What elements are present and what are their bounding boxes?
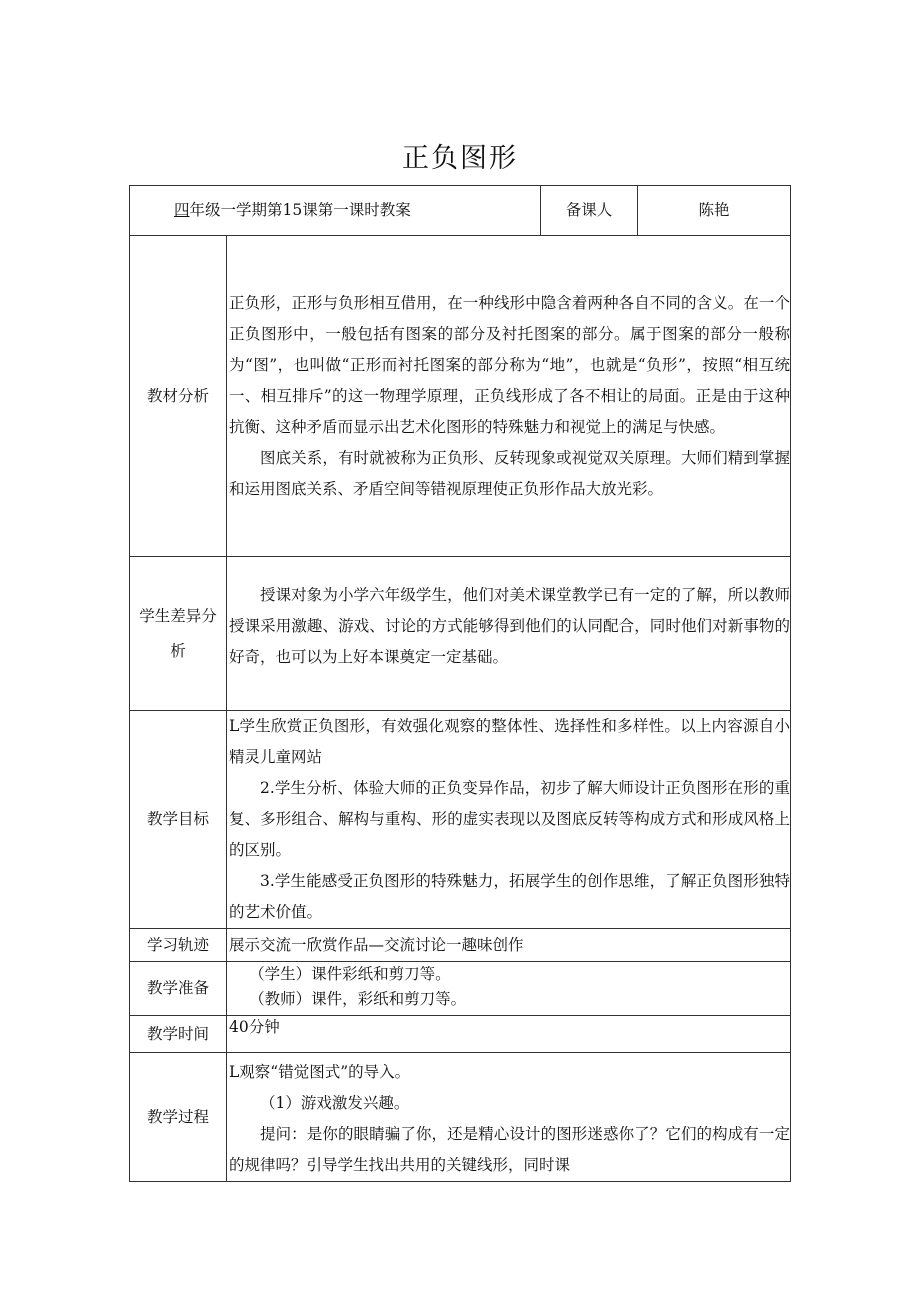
teaching-process-step-2: （1）游戏激发兴趣。 bbox=[260, 1094, 410, 1112]
teaching-prep-teacher: （教师）课件，彩纸和剪刀等。 bbox=[249, 990, 467, 1008]
teaching-goal-1: L学生欣赏正负图形，有效强化观察的整体性、选择性和多样性。以上内容源自小精灵儿童网站 bbox=[229, 717, 790, 766]
lesson-plan-table bbox=[129, 185, 791, 1182]
page-title: 正负图形 bbox=[402, 143, 518, 174]
teaching-prep-students: （学生）课件彩纸和剪刀等。 bbox=[249, 965, 451, 983]
student-analysis-row bbox=[130, 557, 791, 711]
teaching-process-label: 教学过程 bbox=[130, 1053, 227, 1182]
teaching-goals-label: 教学目标 bbox=[130, 711, 227, 929]
teaching-goal-2: 2.学生分析、体验大师的正负变异作品，初步了解大师设计正负图形在形的重复、多形组合、解构与重构、形的虚实表现以及图底反转等构成方式和形成风格上的区别。 bbox=[229, 779, 790, 859]
material-analysis-paragraph-1: 正负形，正形与负形相互借用，在一种线形中隐含着两种各自不同的含义。在一个正负图形中，一般包括有图案的部分及衬托图案的部分。属于图案的部分一般称为“图”，也叫做“正形而衬托图案的部分称为“地”，也就是“负形”，按照“相互统一、相互排斥”的这一物理学原理，正负线形成了各不相让的局面。正是由于这种抗衡、这种矛盾而显示出艺术化图形的特殊魅力和视觉上的满足与快感。 bbox=[229, 294, 790, 436]
teaching-time-label: 教学时间 bbox=[130, 1016, 227, 1053]
lesson-title-cell bbox=[130, 186, 541, 236]
teaching-time-content: 40分钟 bbox=[227, 1016, 791, 1053]
student-analysis-label: 学生差异分析 bbox=[130, 557, 227, 711]
material-analysis-paragraph-2: 图底关系，有时就被称为正负形、反转现象或视觉双关原理。大师们精到掌握和运用图底关系、矛盾空间等错视原理使正负形作品大放光彩。 bbox=[229, 449, 790, 498]
material-analysis-row bbox=[130, 236, 791, 557]
preparer-label: 备课人 bbox=[541, 186, 638, 236]
teaching-prep-label: 教学准备 bbox=[130, 962, 227, 1016]
preparer-name: 陈艳 bbox=[638, 186, 791, 236]
teaching-process-content bbox=[227, 1053, 791, 1182]
learning-track-label: 学习轨迹 bbox=[130, 929, 227, 962]
teaching-process-step-3: 提问：是你的眼睛骗了你，还是精心设计的图形迷惑你了？它们的构成有一定的规律吗？引导学生找出共用的关键线形，同时课 bbox=[229, 1125, 790, 1174]
lesson-title-first-char: 四 bbox=[174, 201, 190, 219]
teaching-goals-row bbox=[130, 711, 791, 929]
teaching-goal-3: 3.学生能感受正负图形的特殊魅力，拓展学生的创作思维，了解正负图形独特的艺术价值。 bbox=[229, 872, 790, 921]
student-analysis-content bbox=[227, 557, 791, 711]
header-row bbox=[130, 186, 791, 236]
lesson-title-rest: 年级一学期第15课第一课时教案 bbox=[189, 201, 411, 219]
material-analysis-label: 教材分析 bbox=[130, 236, 227, 557]
teaching-time-row bbox=[130, 1016, 791, 1053]
learning-track-content: 展示交流一欣赏作品—交流讨论一趣味创作 bbox=[227, 929, 791, 962]
teaching-process-step-1: L观察“错觉图式”的导入。 bbox=[229, 1063, 411, 1081]
material-analysis-content bbox=[227, 236, 791, 557]
teaching-prep-row bbox=[130, 962, 791, 1016]
learning-track-row bbox=[130, 929, 791, 962]
teaching-goals-content bbox=[227, 711, 791, 929]
teaching-process-row bbox=[130, 1053, 791, 1182]
teaching-prep-content bbox=[227, 962, 791, 1016]
student-analysis-paragraph: 授课对象为小学六年级学生，他们对美术课堂教学已有一定的了解，所以教师授课采用激趣、游戏、讨论的方式能够得到他们的认同配合，同时他们对新事物的好奇，也可以为上好本课奠定一定基础。 bbox=[229, 586, 790, 666]
